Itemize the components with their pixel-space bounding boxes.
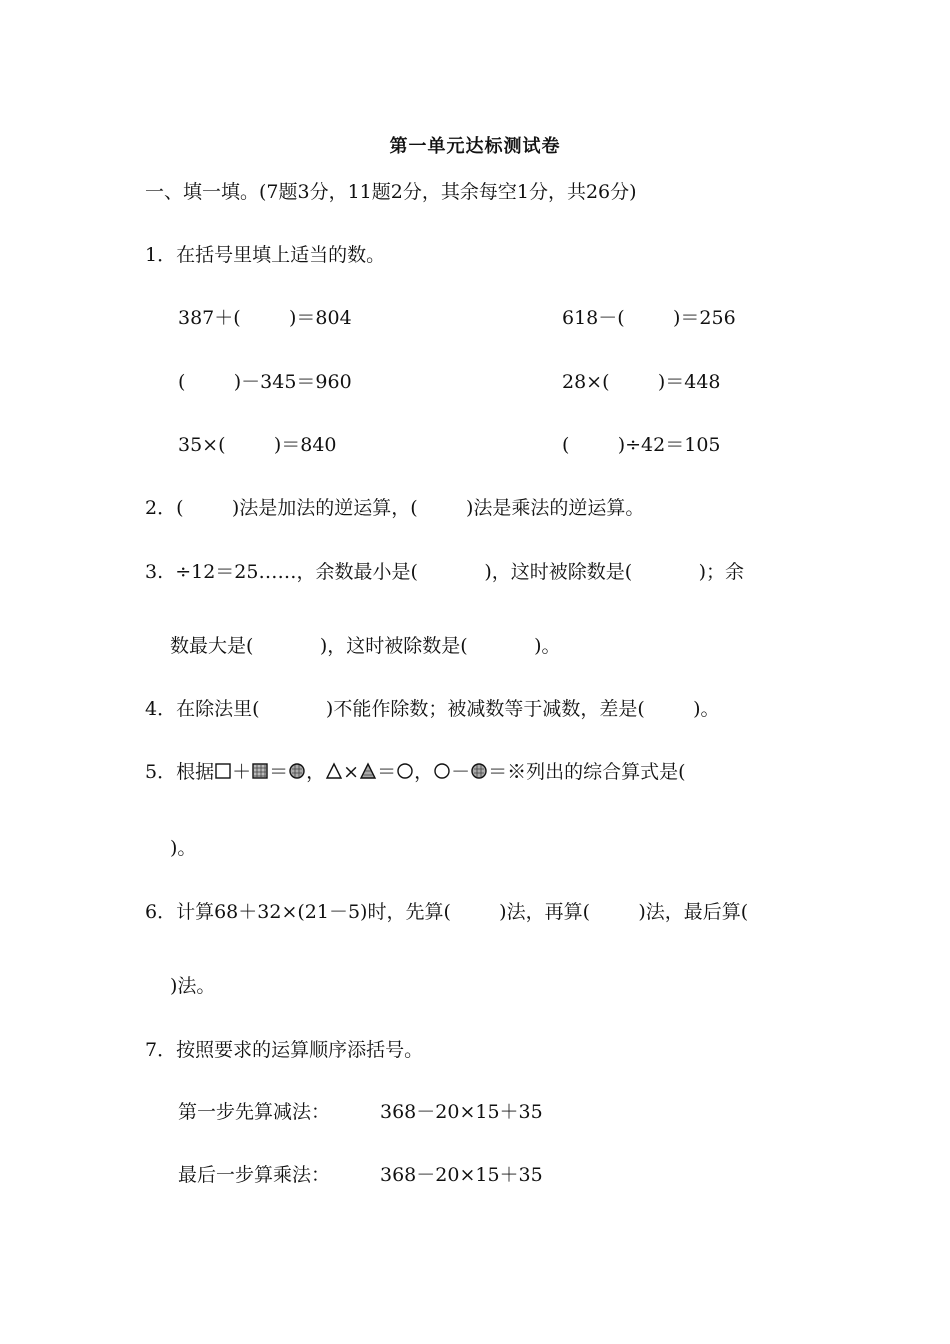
question-7-row-expression: 368－20×15＋35 [380, 1164, 543, 1186]
shaded-circle-icon [288, 762, 306, 780]
question-5-prefix: 5．根据 [145, 761, 215, 783]
empty-circle-icon [433, 762, 451, 780]
question-1-item: ( )÷42＝105 [562, 434, 721, 456]
question-1-prompt: 1．在括号里填上适当的数。 [145, 244, 386, 266]
times-sign: × [343, 761, 360, 783]
question-4: 4．在除法里( )不能作除数；被减数等于减数，差是( )。 [145, 698, 720, 720]
plus-sign: ＋ [232, 761, 252, 783]
question-1-item: 387＋( )＝804 [178, 307, 352, 329]
empty-triangle-icon [325, 762, 343, 780]
question-2: 2．( )法是加法的逆运算，( )法是乘法的逆运算。 [145, 497, 645, 519]
question-5-line-2: )。 [170, 837, 197, 859]
question-7-row-label: 第一步先算减法： [178, 1101, 331, 1123]
question-7-row-label: 最后一步算乘法： [178, 1164, 331, 1186]
question-7-prompt: 7．按照要求的运算顺序添括号。 [145, 1039, 424, 1061]
empty-circle-icon [396, 762, 414, 780]
page-title: 第一单元达标测试卷 [389, 136, 561, 157]
question-6-line-2: )法。 [170, 975, 216, 997]
question-1-item: ( )－345＝960 [178, 371, 352, 393]
comma: ， [414, 761, 434, 783]
shaded-square-icon [251, 762, 269, 780]
section-heading: 一、填一填。(7题3分，11题2分，其余每空1分，共26分) [145, 181, 637, 203]
shaded-triangle-icon [359, 762, 377, 780]
question-5-suffix: ＝※列出的综合算式是( [488, 761, 686, 783]
question-7-row-expression: 368－20×15＋35 [380, 1101, 543, 1123]
question-3-line-2: 数最大是( )，这时被除数是( )。 [170, 635, 561, 657]
equals-sign: ＝ [269, 761, 289, 783]
shaded-circle-icon [470, 762, 488, 780]
question-1-item: 618－( )＝256 [562, 307, 736, 329]
comma: ， [306, 761, 326, 783]
question-1-item: 35×( )＝840 [178, 434, 337, 456]
equals-sign: ＝ [377, 761, 397, 783]
question-6-line-1: 6．计算68＋32×(21－5)时，先算( )法，再算( )法，最后算( [145, 901, 749, 923]
minus-sign: － [451, 761, 471, 783]
question-3-line-1: 3. ÷12＝25……，余数最小是( )，这时被除数是( )；余 [145, 561, 745, 583]
question-5-line-1 [145, 760, 686, 784]
empty-square-icon [214, 762, 232, 780]
question-1-item: 28×( )＝448 [562, 371, 721, 393]
